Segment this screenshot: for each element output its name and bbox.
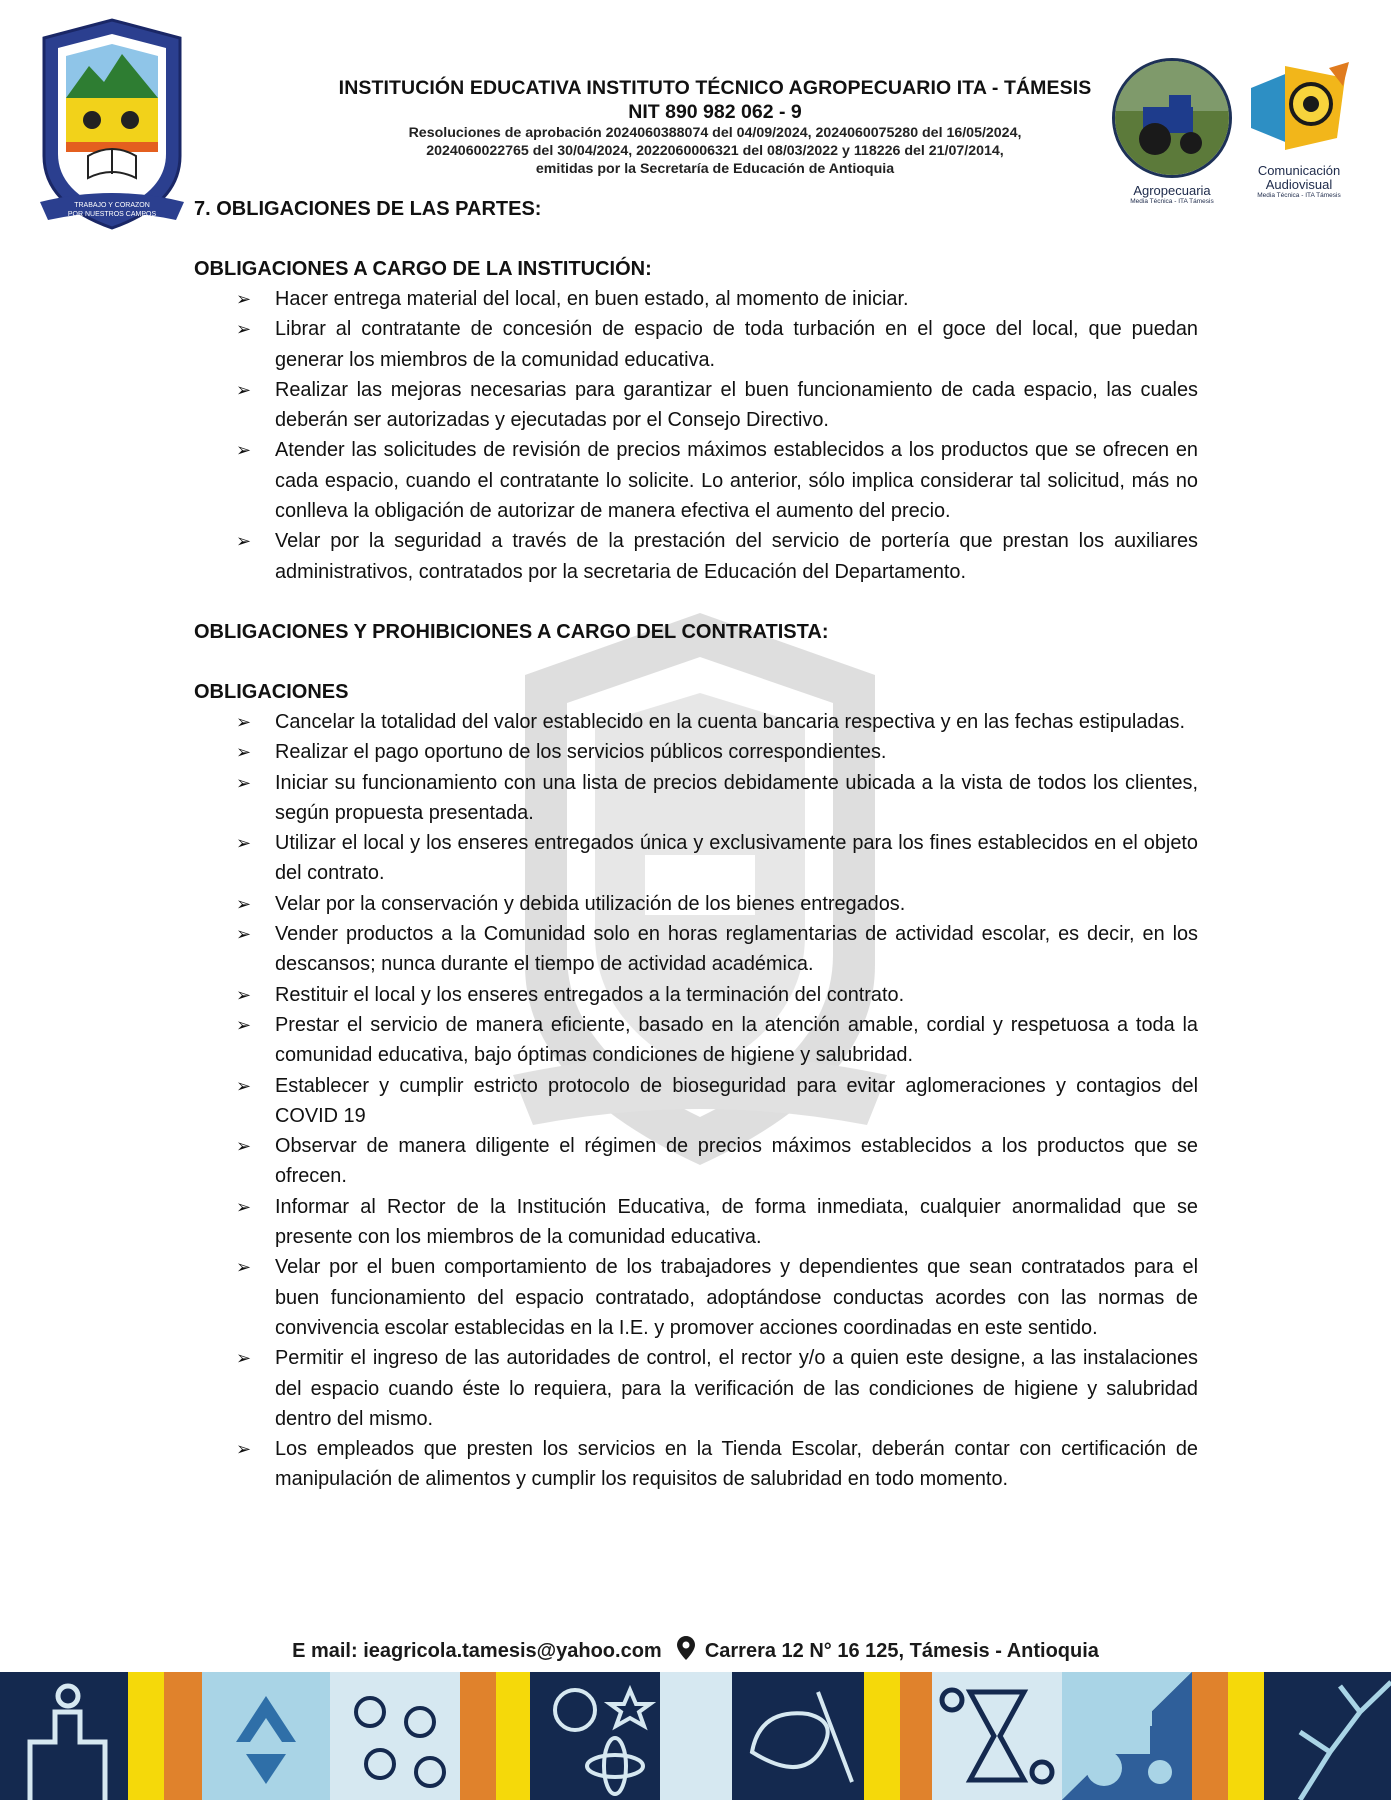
arrow-bullet-icon: ➢: [236, 924, 252, 945]
list-item: [194, 314, 1198, 375]
tractor-photo-icon: [1112, 58, 1232, 178]
audiovisual-caption-line-2: Audiovisual: [1265, 177, 1333, 192]
list-item-text: Permitir el ingreso de las autoridades de control, el rector y/o a quien este designe, a las instalaciones del espacio cuando éste lo requiera, para la verificación de las condiciones de higiene y salubridad dentro del mismo.: [275, 1347, 1198, 1430]
resolutions-line-1: Resoluciones de aprobación 2024060388074 del 04/09/2024, 2024060075280 del 16/05/2024,: [408, 125, 1022, 141]
list-item: [194, 1131, 1198, 1192]
list-item: [194, 375, 1198, 436]
list-item-text: Los empleados que presten los servicios en la Tienda Escolar, deberán contar con certificación de manipulación de alimentos y cumplir los requisitos de salubridad en todo momento.: [275, 1438, 1198, 1491]
arrow-bullet-icon: ➢: [236, 1348, 252, 1369]
list-item: [194, 1071, 1198, 1132]
agropecuaria-subcaption: Media Técnica - ITA Támesis: [1130, 198, 1214, 205]
contractor-obligations-heading: OBLIGACIONES Y PROHIBICIONES A CARGO DEL CONTRATISTA:: [194, 620, 829, 643]
arrow-bullet-icon: ➢: [236, 440, 252, 461]
list-item: [194, 889, 1198, 919]
arrow-bullet-icon: ➢: [236, 531, 252, 552]
arrow-bullet-icon: ➢: [236, 319, 252, 340]
arrow-bullet-icon: ➢: [236, 833, 252, 854]
institution-obligations-heading: OBLIGACIONES A CARGO DE LA INSTITUCIÓN:: [194, 258, 652, 280]
list-item: [194, 828, 1198, 889]
list-item: [194, 980, 1198, 1010]
list-item-text: Atender las solicitudes de revisión de precios máximos establecidos a los productos que se ofrecen en cada espacio, cuando el contratante lo solicite. Lo anterior, sólo implica considerar tal solicitud, más no conlleva la obligación de autorizar de manera efectiva el aumento del precio.: [275, 439, 1198, 523]
list-item-text: Informar al Rector de la Institución Educativa, de forma inmediata, cualquier anormalidad que se presente con los miembros de la comunidad educativa.: [275, 1195, 1198, 1249]
list-item-text: Cancelar la totalidad del valor establecido en la cuenta bancaria respectiva y en las fechas estipuladas.: [275, 710, 1185, 733]
list-item-text: Prestar el servicio de manera eficiente, basado en la atención amable, cordial y respetuosa a toda la comunidad educativa, bajo óptimas condiciones de higiene y salubridad.: [275, 1013, 1198, 1067]
list-item-text: Velar por la seguridad a través de la prestación del servicio de portería que prestan los auxiliares administrativos, contratados por la secretaria de Educación del Departamento.: [275, 530, 1198, 583]
list-item-text: Realizar las mejoras necesarias para garantizar el buen funcionamiento de cada espacio, las cuales deberán ser autorizadas y ejecutadas por el Consejo Directivo.: [275, 378, 1198, 432]
svg-text:TRABAJO Y CORAZON: TRABAJO Y CORAZON: [74, 202, 150, 209]
institution-obligations-list: [194, 284, 1198, 587]
list-item-text: Utilizar el local y los enseres entregados única y exclusivamente para los fines establecidos en el objeto del contrato.: [275, 832, 1198, 885]
list-item: [194, 1252, 1198, 1343]
footer-email: E mail: ieagricola.tamesis@yahoo.com: [292, 1640, 662, 1662]
list-item-text: Restituir el local y los enseres entregados a la terminación del contrato.: [275, 983, 905, 1006]
list-item: [194, 1192, 1198, 1253]
arrow-bullet-icon: ➢: [236, 1257, 252, 1278]
list-item-text: Hacer entrega material del local, en buen estado, al momento de iniciar.: [275, 288, 909, 310]
list-item: [194, 707, 1198, 737]
arrow-bullet-icon: ➢: [236, 289, 252, 309]
audiovisual-subcaption: Media Técnica - ITA Támesis: [1257, 192, 1341, 199]
list-item: [194, 768, 1198, 829]
list-item: [194, 1010, 1198, 1071]
arrow-bullet-icon: ➢: [236, 379, 252, 400]
arrow-bullet-icon: ➢: [236, 1075, 252, 1096]
contractor-obligations-subheading: OBLIGACIONES: [194, 680, 349, 703]
list-item: [194, 435, 1198, 526]
list-item-text: Vender productos a la Comunidad solo en horas reglamentarias de actividad escolar, es decir, en los descansos; nunca durante el tiempo de actividad académica.: [275, 923, 1198, 976]
contractor-obligations-list: [194, 707, 1198, 1495]
footer-address: Carrera 12 N° 16 125, Támesis - Antioquia: [704, 1640, 1099, 1662]
list-item: [194, 737, 1198, 767]
arrow-bullet-icon: ➢: [236, 1196, 252, 1217]
agropecuaria-caption: Agropecuaria: [1133, 183, 1211, 198]
footer-contact: [0, 1636, 1391, 1666]
audiovisual-logo: [1240, 58, 1358, 199]
list-item-text: Librar al contratante de concesión de espacio de toda turbación en el goce del local, que puedan generar los miembros de la comunidad educativa.: [275, 318, 1198, 371]
arrow-bullet-icon: ➢: [236, 711, 252, 732]
list-item: [194, 1343, 1198, 1434]
list-item-text: Observar de manera diligente el régimen de precios máximos establecidos a los productos que se ofrecen.: [275, 1135, 1198, 1188]
section-heading: 7. OBLIGACIONES DE LAS PARTES:: [194, 198, 542, 220]
arrow-bullet-icon: ➢: [236, 893, 252, 914]
obligations-section: [194, 194, 1198, 1495]
audiovisual-caption: [1240, 164, 1358, 192]
arrow-bullet-icon: ➢: [236, 1136, 252, 1157]
audiovisual-mark-icon: [1245, 58, 1353, 158]
list-item-text: Iniciar su funcionamiento con una lista de precios debidamente ubicada a la vista de todos los clientes, según propuesta presentada.: [275, 771, 1198, 824]
list-item-text: Velar por el buen comportamiento de los trabajadores y dependientes que sean contratados para el buen funcionamiento del espacio contratado, adoptándose conductas acordes con las normas de convivencia escolar establecidas en la I.E. y promover acciones coordinadas en este sentido.: [275, 1256, 1198, 1339]
institution-name: INSTITUCIÓN EDUCATIVA INSTITUTO TÉCNICO AGROPECUARIO ITA - TÁMESIS: [338, 77, 1092, 99]
audiovisual-caption-line-1: Comunicación: [1257, 163, 1341, 178]
list-item: [194, 1434, 1198, 1495]
arrow-bullet-icon: ➢: [236, 742, 252, 763]
institution-nit: NIT 890 982 062 - 9: [628, 101, 802, 123]
resolutions-line-2: 2024060022765 del 30/04/2024, 2022060006321 del 08/03/2022 y 118226 del 21/07/2014,: [426, 143, 1004, 159]
list-item-text: Realizar el pago oportuno de los servicios públicos correspondientes.: [275, 741, 887, 764]
arrow-bullet-icon: ➢: [236, 984, 252, 1005]
list-item: [194, 526, 1198, 587]
location-pin-icon: [677, 1636, 695, 1666]
resolutions-line-3: emitidas por la Secretaría de Educación de Antioquia: [535, 161, 895, 177]
list-item-text: Velar por la conservación y debida utilización de los bienes entregados.: [275, 892, 906, 915]
institution-crest-logo: [34, 16, 190, 244]
svg-text:POR NUESTROS CAMPOS: POR NUESTROS CAMPOS: [67, 211, 157, 218]
arrow-bullet-icon: ➢: [236, 1014, 252, 1035]
footer-decorative-band: [0, 1672, 1391, 1800]
list-item: [194, 284, 1198, 314]
letterhead: [240, 76, 1190, 178]
list-item: [194, 919, 1198, 980]
agropecuaria-logo: [1112, 58, 1232, 205]
arrow-bullet-icon: ➢: [236, 1439, 252, 1460]
arrow-bullet-icon: ➢: [236, 772, 252, 793]
list-item-text: Establecer y cumplir estricto protocolo de bioseguridad para evitar aglomeraciones y contagios del COVID 19: [275, 1074, 1198, 1127]
